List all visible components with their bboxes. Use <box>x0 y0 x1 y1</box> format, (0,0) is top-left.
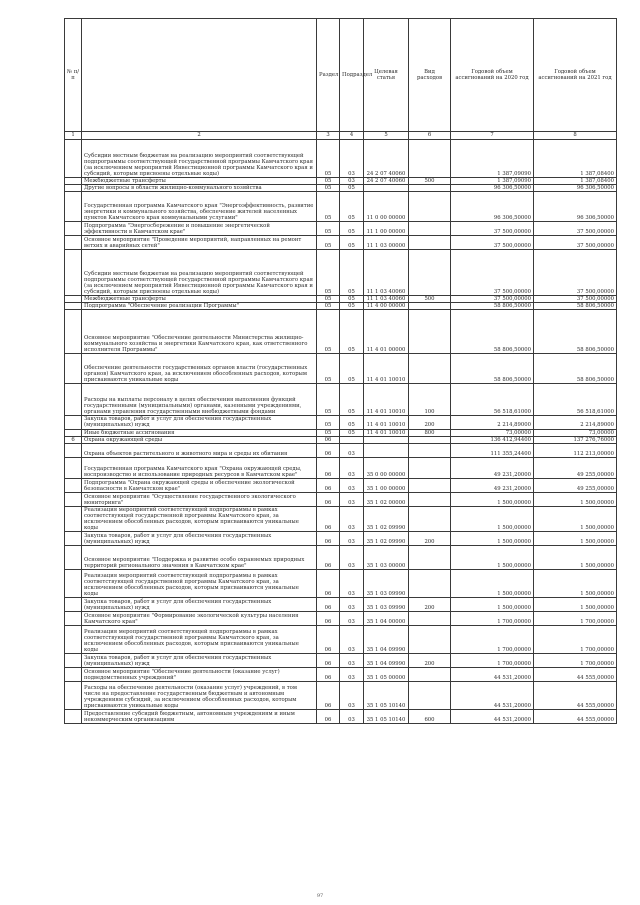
row-name: Основное мероприятие "Обеспечение деятельности Министерства жилищно-коммунального хозяйства и энергетики Камчатского края, как ответственного исполнителя Программы" <box>82 310 317 354</box>
row-target-article: 11 4 00 00000 <box>364 303 409 310</box>
row-razdel: 05 <box>317 416 340 429</box>
row-amount-2021: 58 806,50000 <box>534 303 617 310</box>
row-razdel: 06 <box>317 546 340 570</box>
row-expense-type: 200 <box>409 598 451 612</box>
column-number: 8 <box>534 132 617 140</box>
row-expense-type: 500 <box>409 178 451 185</box>
row-amount-2021: 1 500,00000 <box>534 532 617 546</box>
table-row <box>65 443 617 457</box>
row-amount-2021: 1 500,00000 <box>534 506 617 531</box>
table-row <box>65 236 617 250</box>
row-podrazdel: 05 <box>340 416 364 429</box>
row-amount-2020: 37 500,00000 <box>451 296 534 303</box>
row-podrazdel: 03 <box>340 612 364 626</box>
row-name: Реализация мероприятий соответствующей подпрограммы в рамках соответствующей государственной программы Камчатского края, за исключением обособленных расходов, которым присваиваются уникальные коды <box>82 626 317 654</box>
table-row <box>65 296 617 303</box>
header-target-article: Целевая статья <box>364 19 409 132</box>
row-expense-type: 200 <box>409 532 451 546</box>
row-podrazdel: 05 <box>340 236 364 250</box>
row-target-article: 11 4 01 10010 <box>364 429 409 436</box>
row-amount-2020: 1 500,00000 <box>451 506 534 531</box>
header-amount-2021: Годовой объем ассигнований на 2021 год <box>534 19 617 132</box>
row-target-article <box>364 436 409 443</box>
row-amount-2021: 1 500,00000 <box>534 570 617 598</box>
row-expense-type <box>409 492 451 506</box>
row-podrazdel: 03 <box>340 626 364 654</box>
row-razdel: 05 <box>317 222 340 236</box>
row-amount-2020: 1 387,09090 <box>451 140 534 178</box>
row-razdel: 06 <box>317 478 340 492</box>
row-expense-type <box>409 626 451 654</box>
row-podrazdel: 03 <box>340 710 364 724</box>
row-razdel: 06 <box>317 598 340 612</box>
row-expense-type <box>409 236 451 250</box>
row-podrazdel: 03 <box>340 478 364 492</box>
row-name: Реализация мероприятий соответствующей подпрограммы в рамках соответствующей государственной программы Камчатского края, за исключением обособленных расходов, которым присваиваются уникальные коды <box>82 570 317 598</box>
row-number <box>65 140 82 178</box>
row-name: Охрана окружающей среды <box>82 436 317 443</box>
row-name: Субсидии местным бюджетам на реализацию мероприятий соответствующей подпрограммы соответствующей государственной программы Камчатского края (за исключением мероприятий Инвестиционной программы Камчатского края и субсидий, которым присвоены отдельные коды) <box>82 250 317 296</box>
row-razdel: 05 <box>317 185 340 192</box>
table-row <box>65 303 617 310</box>
row-podrazdel: 05 <box>340 185 364 192</box>
column-number: 3 <box>317 132 340 140</box>
row-number <box>65 710 82 724</box>
row-razdel: 06 <box>317 443 340 457</box>
row-target-article: 35 1 05 10140 <box>364 710 409 724</box>
row-razdel: 06 <box>317 626 340 654</box>
row-target-article: 24 2 07 40060 <box>364 178 409 185</box>
row-podrazdel: 05 <box>340 296 364 303</box>
row-razdel: 06 <box>317 710 340 724</box>
row-target-article: 35 1 04 09990 <box>364 654 409 668</box>
table-row <box>65 250 617 296</box>
row-name: Предоставление субсидий бюджетным, автономным учреждениям и иным некоммерческим организациям <box>82 710 317 724</box>
row-target-article: 35 0 00 00000 <box>364 457 409 478</box>
row-amount-2020: 49 231,20000 <box>451 457 534 478</box>
row-amount-2020: 37 500,00000 <box>451 222 534 236</box>
table-row <box>65 185 617 192</box>
row-number <box>65 222 82 236</box>
row-razdel: 06 <box>317 612 340 626</box>
row-podrazdel: 03 <box>340 546 364 570</box>
row-amount-2020: 1 700,00000 <box>451 654 534 668</box>
row-expense-type: 800 <box>409 429 451 436</box>
row-target-article: 11 1 00 00000 <box>364 222 409 236</box>
row-amount-2020: 37 500,00000 <box>451 250 534 296</box>
row-razdel: 05 <box>317 250 340 296</box>
table-row <box>65 506 617 531</box>
row-name: Основное мероприятие "Поддержка и развитие особо охраняемых природных территорий регионального значения в Камчатском крае" <box>82 546 317 570</box>
row-amount-2020: 73,00000 <box>451 429 534 436</box>
row-podrazdel: 03 <box>340 443 364 457</box>
row-expense-type <box>409 570 451 598</box>
row-target-article: 35 1 02 09990 <box>364 532 409 546</box>
row-expense-type <box>409 436 451 443</box>
row-name: Закупка товаров, работ и услуг для обеспечения государственных (муниципальных) нужд <box>82 416 317 429</box>
row-razdel: 05 <box>317 178 340 185</box>
row-name: Закупка товаров, работ и услуг для обеспечения государственных (муниципальных) нужд <box>82 598 317 612</box>
row-podrazdel: 03 <box>340 654 364 668</box>
row-expense-type <box>409 478 451 492</box>
row-podrazdel: 03 <box>340 570 364 598</box>
row-amount-2020: 1 500,00000 <box>451 492 534 506</box>
row-expense-type: 200 <box>409 654 451 668</box>
row-number <box>65 570 82 598</box>
row-expense-type: 200 <box>409 416 451 429</box>
row-number <box>65 532 82 546</box>
row-expense-type <box>409 612 451 626</box>
row-number <box>65 598 82 612</box>
row-number <box>65 192 82 222</box>
row-amount-2020: 1 700,00000 <box>451 626 534 654</box>
row-amount-2021: 112 213,00000 <box>534 443 617 457</box>
row-name: Расходы на обеспечение деятельности (оказание услуг) учреждений, в том числе на предоставление государственным бюджетным и автономным учреждениям субсидий, за исключением обособленных расходов, которым присваиваются уникальные коды <box>82 682 317 710</box>
row-target-article: 11 1 03 40060 <box>364 296 409 303</box>
row-number <box>65 303 82 310</box>
row-amount-2021: 96 306,50000 <box>534 192 617 222</box>
row-amount-2020: 2 214,89000 <box>451 416 534 429</box>
row-podrazdel: 05 <box>340 429 364 436</box>
row-amount-2021: 1 700,00000 <box>534 626 617 654</box>
row-amount-2021: 37 500,00000 <box>534 222 617 236</box>
row-razdel: 05 <box>317 429 340 436</box>
row-razdel: 05 <box>317 296 340 303</box>
row-number <box>65 429 82 436</box>
row-razdel: 06 <box>317 570 340 598</box>
row-number <box>65 354 82 384</box>
budget-table <box>64 18 617 724</box>
row-expense-type <box>409 668 451 682</box>
header-podrazdel: Подраздел <box>340 19 364 132</box>
row-amount-2020: 44 531,20000 <box>451 682 534 710</box>
table-header-row <box>65 19 617 132</box>
row-podrazdel: 05 <box>340 354 364 384</box>
row-razdel: 05 <box>317 236 340 250</box>
table-row <box>65 546 617 570</box>
row-number <box>65 492 82 506</box>
row-podrazdel: 05 <box>340 303 364 310</box>
row-amount-2020: 44 531,20000 <box>451 710 534 724</box>
row-target-article: 35 1 03 09990 <box>364 570 409 598</box>
column-number: 5 <box>364 132 409 140</box>
row-number <box>65 546 82 570</box>
row-podrazdel: 05 <box>340 192 364 222</box>
row-podrazdel: 03 <box>340 178 364 185</box>
column-number: 1 <box>65 132 82 140</box>
table-row <box>65 612 617 626</box>
row-amount-2021: 56 518,61000 <box>534 384 617 416</box>
row-podrazdel: 05 <box>340 222 364 236</box>
row-razdel: 06 <box>317 436 340 443</box>
row-amount-2020: 96 306,50000 <box>451 185 534 192</box>
row-number <box>65 310 82 354</box>
row-amount-2021: 1 387,08400 <box>534 140 617 178</box>
row-expense-type <box>409 546 451 570</box>
row-expense-type <box>409 303 451 310</box>
row-number <box>65 457 82 478</box>
row-razdel: 06 <box>317 457 340 478</box>
row-amount-2020: 56 518,61000 <box>451 384 534 416</box>
row-expense-type: 600 <box>409 710 451 724</box>
row-amount-2021: 73,00000 <box>534 429 617 436</box>
row-target-article: 11 4 01 10010 <box>364 384 409 416</box>
row-razdel: 06 <box>317 506 340 531</box>
row-amount-2020: 49 231,20000 <box>451 478 534 492</box>
row-target-article: 35 1 00 00000 <box>364 478 409 492</box>
row-expense-type: 100 <box>409 384 451 416</box>
row-name: Закупка товаров, работ и услуг для обеспечения государственных (муниципальных) нужд <box>82 532 317 546</box>
row-name: Другие вопросы в области жилищно-коммунального хозяйства <box>82 185 317 192</box>
row-number <box>65 612 82 626</box>
row-podrazdel: 03 <box>340 682 364 710</box>
table-row <box>65 384 617 416</box>
row-target-article: 35 1 03 00000 <box>364 546 409 570</box>
row-target-article <box>364 443 409 457</box>
row-name: Подпрограмма "Охрана окружающей среды и обеспечение экологической безопасности в Камчатском крае" <box>82 478 317 492</box>
row-target-article: 35 1 05 10140 <box>364 682 409 710</box>
table-row <box>65 222 617 236</box>
row-number: 6 <box>65 436 82 443</box>
row-amount-2020: 136 412,94400 <box>451 436 534 443</box>
row-razdel: 06 <box>317 668 340 682</box>
column-number: 7 <box>451 132 534 140</box>
row-name: Межбюджетные трансферты <box>82 296 317 303</box>
table-row <box>65 178 617 185</box>
row-razdel: 06 <box>317 492 340 506</box>
row-podrazdel: 03 <box>340 598 364 612</box>
row-number <box>65 416 82 429</box>
table-row <box>65 682 617 710</box>
row-name: Охрана объектов растительного и животного мира и среды их обитания <box>82 443 317 457</box>
row-number <box>65 185 82 192</box>
table-row <box>65 310 617 354</box>
row-name: Реализация мероприятий соответствующей подпрограммы в рамках соответствующей государственной программы Камчатского края, за исключением обособленных расходов, которым присваиваются уникальные коды <box>82 506 317 531</box>
table-row <box>65 598 617 612</box>
row-target-article: 11 4 01 10010 <box>364 416 409 429</box>
row-name: Основное мероприятие "Обеспечение деятельности (оказание услуг) подведомственных учреждений" <box>82 668 317 682</box>
row-amount-2021: 137 276,76000 <box>534 436 617 443</box>
row-number <box>65 478 82 492</box>
table-row <box>65 436 617 443</box>
table-row <box>65 654 617 668</box>
page-number: 97 <box>316 893 324 899</box>
row-expense-type <box>409 682 451 710</box>
row-name: Обеспечение деятельности государственных органов власти (государственных органов) Камчатского края, за исключением обособленных расходов, которым присваиваются уникальные коды <box>82 354 317 384</box>
column-number: 6 <box>409 132 451 140</box>
table-row <box>65 140 617 178</box>
row-razdel: 05 <box>317 303 340 310</box>
table-row <box>65 668 617 682</box>
header-num: № п/п <box>65 19 82 132</box>
table-row <box>65 570 617 598</box>
row-amount-2021: 44 555,00000 <box>534 710 617 724</box>
row-amount-2020: 58 806,50000 <box>451 354 534 384</box>
row-amount-2021: 1 387,08400 <box>534 178 617 185</box>
table-body <box>65 140 617 724</box>
row-amount-2021: 96 306,50000 <box>534 185 617 192</box>
row-name: Основное мероприятие "Формирование экологической культуры населения Камчатского края" <box>82 612 317 626</box>
row-name: Государственная программа Камчатского края "Охрана окружающей среды, воспроизводство и использование природных ресурсов в Камчатском крае" <box>82 457 317 478</box>
row-target-article <box>364 185 409 192</box>
row-number <box>65 443 82 457</box>
row-name: Расходы на выплаты персоналу в целях обеспечения выполнения функций государственными (муниципальными) органами, казенными учреждениями, органами управления государственными внебюджетными фондами <box>82 384 317 416</box>
row-number <box>65 384 82 416</box>
row-razdel: 06 <box>317 682 340 710</box>
table-row <box>65 532 617 546</box>
row-target-article: 35 1 02 00000 <box>364 492 409 506</box>
row-podrazdel: 03 <box>340 140 364 178</box>
row-target-article: 24 2 07 40060 <box>364 140 409 178</box>
row-target-article: 11 1 03 40060 <box>364 250 409 296</box>
row-expense-type <box>409 250 451 296</box>
row-number <box>65 250 82 296</box>
row-podrazdel <box>340 436 364 443</box>
row-amount-2020: 58 806,50000 <box>451 310 534 354</box>
row-amount-2020: 58 806,50000 <box>451 303 534 310</box>
table-row <box>65 416 617 429</box>
row-name: Подпрограмма "Обеспечение реализации Программы" <box>82 303 317 310</box>
row-amount-2021: 1 500,00000 <box>534 598 617 612</box>
row-target-article: 11 1 03 00000 <box>364 236 409 250</box>
row-amount-2020: 1 700,00000 <box>451 612 534 626</box>
row-name: Основное мероприятие "Осуществление государственного экологического мониторинга" <box>82 492 317 506</box>
row-target-article: 35 1 05 00000 <box>364 668 409 682</box>
row-name: Государственная программа Камчатского края "Энергоэффективность, развитие энергетики и коммунального хозяйства, обеспечение жителей населенных пунктов Камчатского края коммунальными услугами" <box>82 192 317 222</box>
row-number <box>65 296 82 303</box>
table-row <box>65 457 617 478</box>
row-podrazdel: 03 <box>340 532 364 546</box>
row-amount-2020: 1 387,09090 <box>451 178 534 185</box>
row-amount-2021: 49 255,00000 <box>534 457 617 478</box>
row-name: Основное мероприятие "Проведение мероприятий, направленных на ремонт ветхих и аварийных сетей" <box>82 236 317 250</box>
row-amount-2020: 96 306,50000 <box>451 192 534 222</box>
header-name <box>82 19 317 132</box>
row-podrazdel: 03 <box>340 492 364 506</box>
table-row <box>65 429 617 436</box>
row-expense-type <box>409 222 451 236</box>
row-amount-2021: 37 500,00000 <box>534 250 617 296</box>
column-number: 4 <box>340 132 364 140</box>
row-razdel: 05 <box>317 384 340 416</box>
row-target-article: 35 1 03 09990 <box>364 598 409 612</box>
row-amount-2021: 58 806,50000 <box>534 354 617 384</box>
row-expense-type <box>409 506 451 531</box>
row-target-article: 35 1 04 00000 <box>364 612 409 626</box>
row-amount-2021: 44 555,00000 <box>534 682 617 710</box>
table-row <box>65 354 617 384</box>
row-amount-2021: 49 255,00000 <box>534 478 617 492</box>
row-number <box>65 506 82 531</box>
header-amount-2020: Годовой объем ассигнований на 2020 год <box>451 19 534 132</box>
row-amount-2021: 2 214,89000 <box>534 416 617 429</box>
table-row <box>65 478 617 492</box>
row-target-article: 11 0 00 00000 <box>364 192 409 222</box>
row-podrazdel: 03 <box>340 668 364 682</box>
row-name: Иные бюджетные ассигнования <box>82 429 317 436</box>
row-razdel: 06 <box>317 532 340 546</box>
row-expense-type <box>409 192 451 222</box>
row-expense-type <box>409 443 451 457</box>
row-amount-2021: 1 700,00000 <box>534 612 617 626</box>
row-number <box>65 682 82 710</box>
row-amount-2021: 37 500,00000 <box>534 236 617 250</box>
row-razdel: 06 <box>317 654 340 668</box>
row-number <box>65 178 82 185</box>
row-razdel: 05 <box>317 354 340 384</box>
row-expense-type <box>409 140 451 178</box>
row-expense-type <box>409 310 451 354</box>
row-amount-2020: 1 500,00000 <box>451 532 534 546</box>
table-row <box>65 492 617 506</box>
row-number <box>65 626 82 654</box>
row-target-article: 35 1 02 09990 <box>364 506 409 531</box>
row-podrazdel: 05 <box>340 384 364 416</box>
row-expense-type <box>409 457 451 478</box>
row-name: Закупка товаров, работ и услуг для обеспечения государственных (муниципальных) нужд <box>82 654 317 668</box>
table-row <box>65 192 617 222</box>
row-name: Субсидии местным бюджетам на реализацию мероприятий соответствующей подпрограммы соответствующей государственной программы Камчатского края (за исключением мероприятий Инвестиционной программы Камчатского края и субсидий, которым присвоены отдельные коды) <box>82 140 317 178</box>
row-amount-2020: 1 500,00000 <box>451 598 534 612</box>
row-razdel: 05 <box>317 140 340 178</box>
row-amount-2021: 1 700,00000 <box>534 654 617 668</box>
row-number <box>65 668 82 682</box>
row-expense-type <box>409 185 451 192</box>
row-podrazdel: 05 <box>340 310 364 354</box>
column-number: 2 <box>82 132 317 140</box>
row-podrazdel: 05 <box>340 250 364 296</box>
table-row <box>65 626 617 654</box>
table-row <box>65 710 617 724</box>
row-razdel: 05 <box>317 192 340 222</box>
row-expense-type: 500 <box>409 296 451 303</box>
header-expense-type: Вид расходов <box>409 19 451 132</box>
column-number-row <box>65 132 617 140</box>
row-amount-2021: 37 500,00000 <box>534 296 617 303</box>
row-razdel: 05 <box>317 310 340 354</box>
row-amount-2020: 1 500,00000 <box>451 546 534 570</box>
row-target-article: 11 4 01 00000 <box>364 310 409 354</box>
row-amount-2021: 1 500,00000 <box>534 546 617 570</box>
row-name: Межбюджетные трансферты <box>82 178 317 185</box>
row-amount-2020: 1 500,00000 <box>451 570 534 598</box>
row-amount-2021: 58 806,50000 <box>534 310 617 354</box>
row-amount-2020: 44 531,20000 <box>451 668 534 682</box>
row-number <box>65 654 82 668</box>
header-razdel: Раздел <box>317 19 340 132</box>
row-expense-type <box>409 354 451 384</box>
row-amount-2020: 111 355,24400 <box>451 443 534 457</box>
row-amount-2021: 44 555,00000 <box>534 668 617 682</box>
row-target-article: 35 1 04 09990 <box>364 626 409 654</box>
row-target-article: 11 4 01 10010 <box>364 354 409 384</box>
row-podrazdel: 03 <box>340 457 364 478</box>
row-podrazdel: 03 <box>340 506 364 531</box>
row-amount-2020: 37 500,00000 <box>451 236 534 250</box>
row-number <box>65 236 82 250</box>
row-name: Подпрограмма "Энергосбережение и повышение энергетической эффективности в Камчатском крае" <box>82 222 317 236</box>
row-amount-2021: 1 500,00000 <box>534 492 617 506</box>
